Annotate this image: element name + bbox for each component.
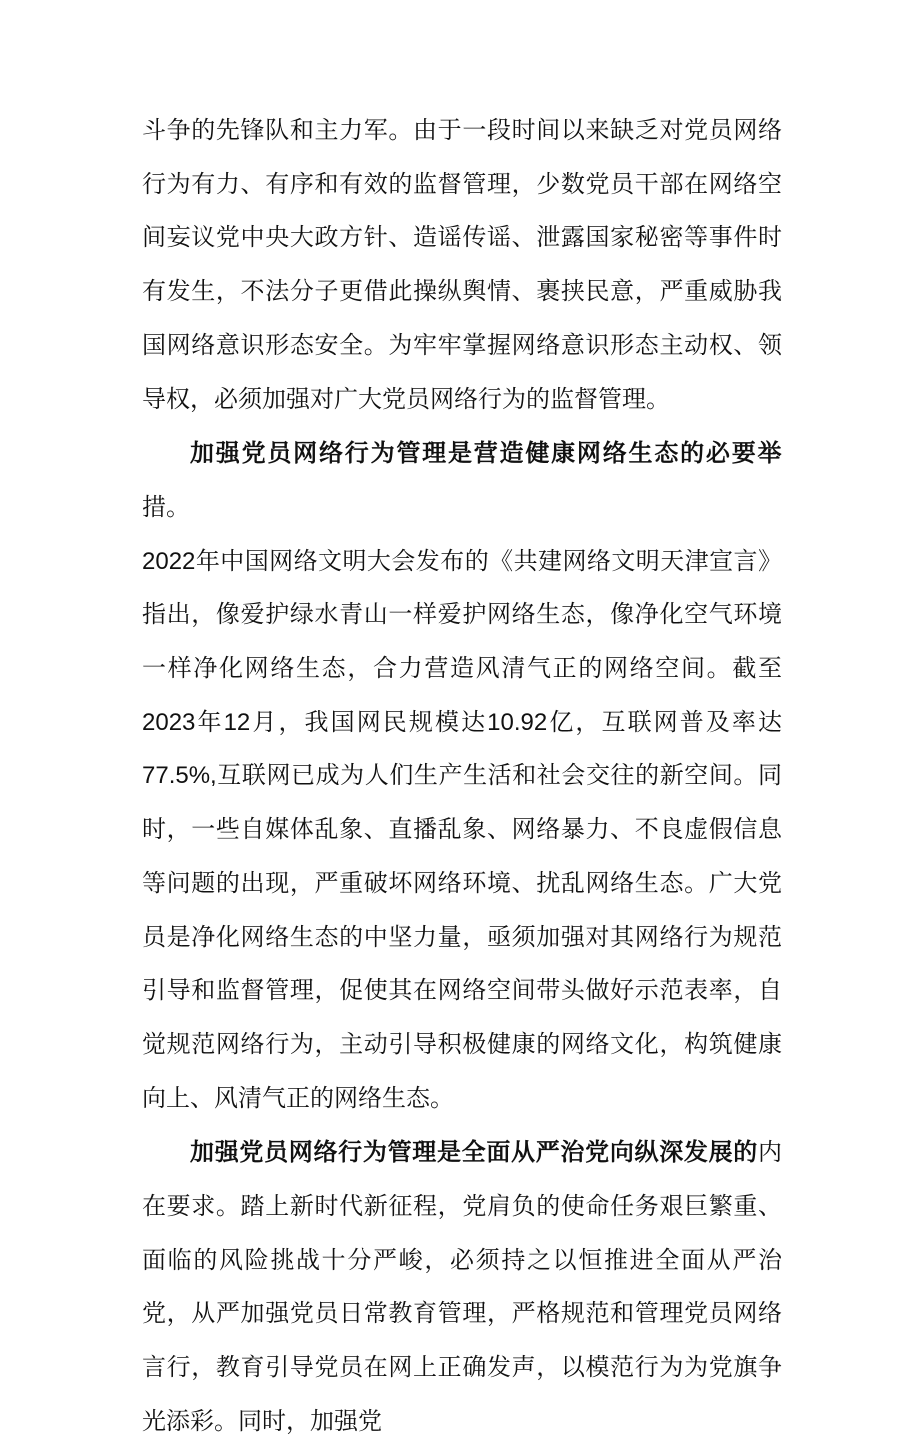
netizen-count: 10.92: [487, 708, 548, 736]
paragraph-text: 措。: [142, 492, 190, 521]
year-number: 2023: [142, 708, 196, 736]
paragraph-text: 亿，互联网普及率达: [547, 707, 783, 736]
paragraph-2: [142, 426, 782, 1125]
paragraph-1: [142, 104, 782, 426]
document-body: [142, 104, 782, 1449]
paragraph-text: 年: [195, 707, 224, 736]
paragraph-text: 月，我国网民规模达: [250, 707, 488, 736]
penetration-rate: 77.5%,: [142, 762, 217, 790]
year-number: 2022: [142, 547, 196, 575]
paragraph-text: 内在要求。踏上新时代新征程，党肩负的使命任务艰巨繁重、面临的风险挑战十分严峻，必须持之以恒推进全面从严治党，从严加强党员日常教育管理，严格规范和管理党员网络言行，教育引导党员在网上正确发声，以模范行为为党旗争光添彩。同时，加强党: [142, 1138, 782, 1435]
month-number: 12: [223, 708, 251, 736]
paragraph-3: [142, 1125, 782, 1448]
paragraph-lead-sentence: 加强党员网络行为管理是营造健康网络生态的必要举: [190, 438, 782, 468]
paragraph-text: 斗争的先锋队和主力军。由于一段时间以来缺乏对党员网络行为有力、有序和有效的监督管理，少数党员干部在网络空间妄议党中央大政方针、造谣传谣、泄露国家秘密等事件时有发生，不法分子更借此操纵舆情、裹挟民意，严重威胁我国网络意识形态安全。为牢牢掌握网络意识形态主动权、领导权，必须加强对广大党员网络行为的监督管理。: [142, 116, 782, 413]
paragraph-text: 年中国网络文明大会发布的《共建网络文明天津宣言》指出，像爱护绿水青山一样爱护网络生态，像净化空气环境一样净化网络生态，合力营造风清气正的网络空间。截至: [142, 546, 782, 683]
paragraph-text: 互联网已成为人们生产生活和社会交往的新空间。同时，一些自媒体乱象、直播乱象、网络暴力、不良虚假信息等问题的出现，严重破坏网络环境、扰乱网络生态。广大党员是净化网络生态的中坚力量，亟须加强对其网络行为规范引导和监督管理，促使其在网络空间带头做好示范表率，自觉规范网络行为，主动引导积极健康的网络文化，构筑健康向上、风清气正的网络生态。: [142, 761, 782, 1112]
paragraph-lead-sentence: 加强党员网络行为管理是全面从严治党向纵深发展的: [190, 1137, 758, 1167]
